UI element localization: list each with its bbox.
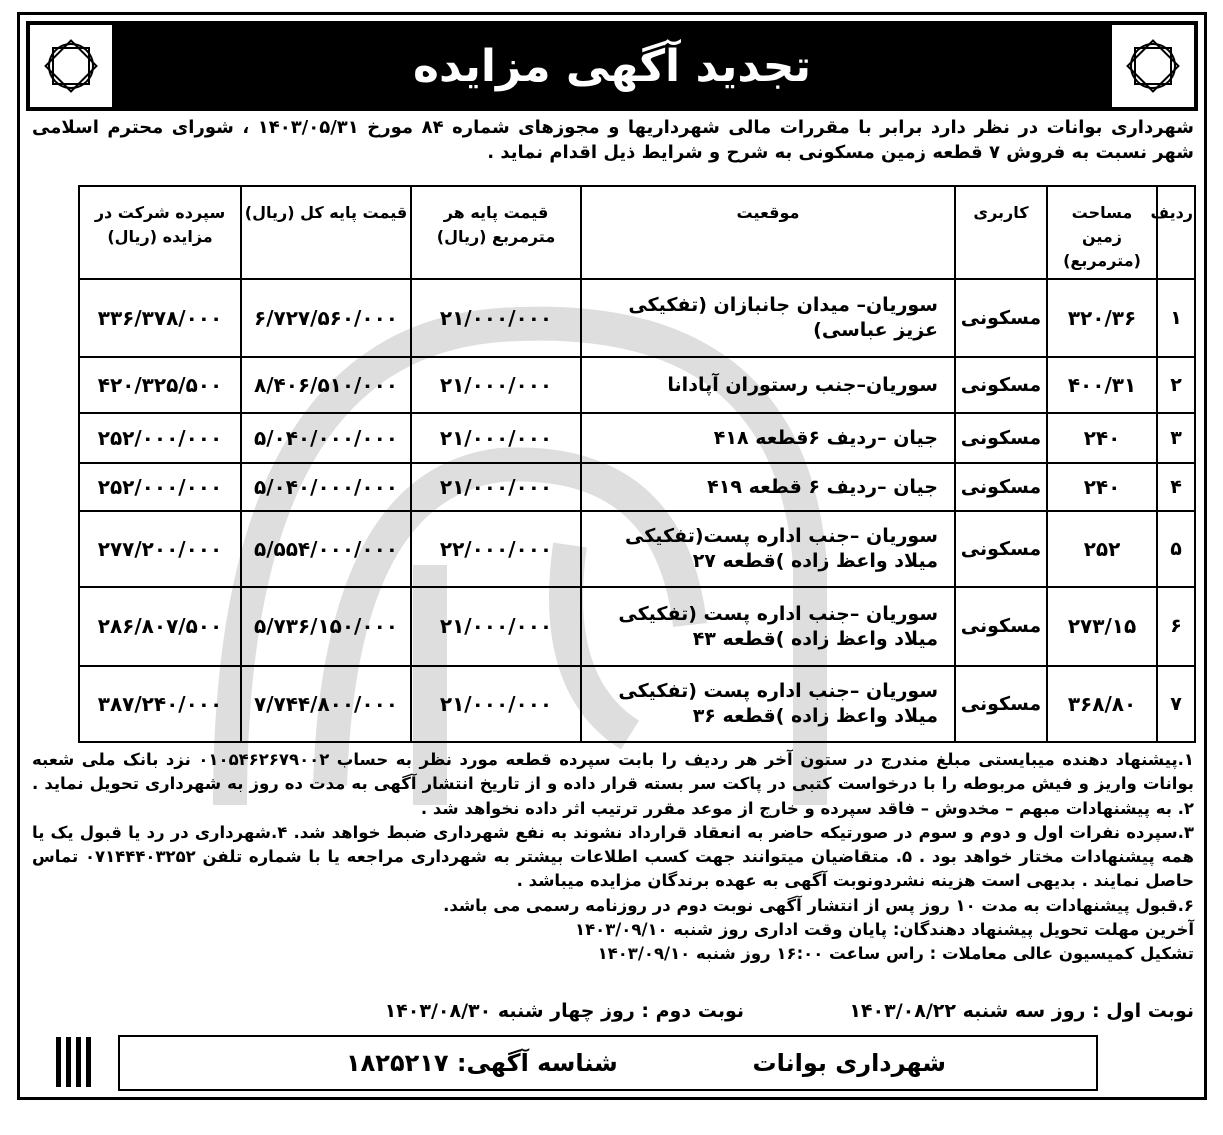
cell-unit-price: ۲۱/۰۰۰/۰۰۰ (411, 413, 581, 463)
cell-usage: مسکونی (955, 587, 1047, 666)
footer-org: شهرداری بوانات (752, 1049, 946, 1077)
header-deposit: سپرده شرکت در مزایده (ریال) (79, 186, 241, 279)
table-row (79, 463, 1195, 511)
second-publish-date: نوبت دوم : روز چهار شنبه ۱۴۰۳/۰۸/۳۰ (384, 1000, 744, 1022)
intro-org: شهرداری بوانات (1046, 117, 1194, 138)
cell-unit-price: ۲۱/۰۰۰/۰۰۰ (411, 587, 581, 666)
footer-box (118, 1035, 1098, 1091)
cell-total-price: ۵/۷۳۶/۱۵۰/۰۰۰ (241, 587, 411, 666)
cell-unit-price: ۲۱/۰۰۰/۰۰۰ (411, 279, 581, 357)
cell-deposit: ۳۸۷/۲۴۰/۰۰۰ (79, 666, 241, 742)
term-paragraph: ۳.سپرده نفرات اول و دوم و سوم در صورتیکه حاضر به انعقاد قرارداد نشوند به نفع شهرداری ضبط خواهد شد. ۴.شهرداری در رد یا قبول یک یا همه پیشنهادات مختار خواهد بود . ۵. متقاضیان میتوانند جهت کسب اطلاعات بیشتر به شهرداری مراجعه یا با شماره تلفن ۰۷۱۴۴۴۰۳۲۵۲ تماس حاصل نمایند . بدیهی است هزینه نشردونوبت آگهی به عهده برندگان مزایده میباشد . (32, 822, 1194, 891)
table-row (79, 413, 1195, 463)
header-total-price: قیمت پایه کل (ریال) (241, 186, 411, 279)
cell-total-price: ۵/۵۵۴/۰۰۰/۰۰۰ (241, 511, 411, 587)
cell-area: ۳۲۰/۳۶ (1047, 279, 1157, 357)
cell-usage: مسکونی (955, 413, 1047, 463)
first-publish-date: نوبت اول : روز سه شنبه ۱۴۰۳/۰۸/۲۲ (849, 1000, 1194, 1022)
cell-deposit: ۲۵۲/۰۰۰/۰۰۰ (79, 413, 241, 463)
cell-usage: مسکونی (955, 666, 1047, 742)
auction-table (78, 185, 1196, 743)
cell-row-number: ۵ (1157, 511, 1195, 587)
barcode-stripes-icon (56, 1037, 98, 1087)
cell-total-price: ۷/۷۴۴/۸۰۰/۰۰۰ (241, 666, 411, 742)
table-row (79, 511, 1195, 587)
cell-row-number: ۶ (1157, 587, 1195, 666)
ad-frame (17, 12, 1207, 1100)
municipality-logo-icon (1112, 25, 1194, 107)
cell-location: جیان –ردیف ۶قطعه ۴۱۸ (581, 413, 955, 463)
cell-usage: مسکونی (955, 511, 1047, 587)
header-row-number: ردیف (1157, 186, 1195, 279)
cell-area: ۲۷۳/۱۵ (1047, 587, 1157, 666)
cell-location: جیان –ردیف ۶ قطعه ۴۱۹ (581, 463, 955, 511)
page-title: تجدید آگهی مزایده (412, 40, 812, 92)
cell-location: سوریان– میدان جانبازان (تفکیکی عزیز عباسی) (581, 279, 955, 357)
header-usage: کاربری (955, 186, 1047, 279)
cell-row-number: ۱ (1157, 279, 1195, 357)
cell-row-number: ۴ (1157, 463, 1195, 511)
cell-deposit: ۲۷۷/۲۰۰/۰۰۰ (79, 511, 241, 587)
cell-unit-price: ۲۱/۰۰۰/۰۰۰ (411, 666, 581, 742)
cell-unit-price: ۲۱/۰۰۰/۰۰۰ (411, 463, 581, 511)
cell-deposit: ۲۵۲/۰۰۰/۰۰۰ (79, 463, 241, 511)
cell-deposit: ۴۲۰/۳۲۵/۵۰۰ (79, 357, 241, 413)
cell-total-price: ۵/۰۴۰/۰۰۰/۰۰۰ (241, 463, 411, 511)
table-row (79, 357, 1195, 413)
table-row (79, 587, 1195, 666)
cell-row-number: ۲ (1157, 357, 1195, 413)
cell-location: سوریان –جنب اداره پست(تفکیکی میلاد واعظ زاده )قطعه ۲۷ (581, 511, 955, 587)
cell-area: ۳۶۸/۸۰ (1047, 666, 1157, 742)
cell-usage: مسکونی (955, 279, 1047, 357)
cell-usage: مسکونی (955, 463, 1047, 511)
term-paragraph: ۱.پیشنهاد دهنده میبایستی مبلغ مندرج در ستون آخر هر ردیف را بابت سپرده قطعه مورد نظر به حساب ۰۱۰۵۴۶۲۶۷۹۰۰۲ نزد بانک ملی شعبه بوانات واریز و فیش مربوطه را با درخواست کتبی در پاکت سر بسته قرار داده و از تاریخ انتشار آگهی به مدت ده روز به شهرداری تحویل نماید . ۲. به پیشنهادات مبهم – مخدوش – فاقد سپرده و خارج از موعد مقرر ترتیب اثر داده نخواهد شد . (32, 750, 1194, 818)
intro-paragraph (32, 115, 1194, 165)
cell-area: ۲۴۰ (1047, 463, 1157, 511)
cell-total-price: ۸/۴۰۶/۵۱۰/۰۰۰ (241, 357, 411, 413)
header-unit-price: قیمت پایه هر مترمربع (ریال) (411, 186, 581, 279)
cell-total-price: ۵/۰۴۰/۰۰۰/۰۰۰ (241, 413, 411, 463)
table-row (79, 279, 1195, 357)
cell-row-number: ۷ (1157, 666, 1195, 742)
cell-location: سوریان –جنب اداره پست (تفکیکی میلاد واعظ زاده )قطعه ۴۳ (581, 587, 955, 666)
cell-unit-price: ۲۱/۰۰۰/۰۰۰ (411, 357, 581, 413)
intro-text: در نظر دارد برابر با مقررات مالی شهرداریها و مجوزهای شماره ۸۴ مورخ ۱۴۰۳/۰۵/۳۱ ، شورای محترم اسلامی شهر نسبت به فروش ۷ قطعه زمین مسکونی به شرح و شرایط ذیل اقدام نماید . (32, 117, 1194, 163)
header-area: مساحت زمین (مترمربع) (1047, 186, 1157, 279)
cell-row-number: ۳ (1157, 413, 1195, 463)
municipality-logo-icon (30, 25, 112, 107)
term-paragraph: تشکیل کمیسیون عالی معاملات : راس ساعت ۱۶:۰۰ روز شنبه ۱۴۰۳/۰۹/۱۰ (597, 944, 1194, 964)
cell-total-price: ۶/۷۲۷/۵۶۰/۰۰۰ (241, 279, 411, 357)
ad-code: شناسه آگهی: ۱۸۲۵۲۱۷ (346, 1049, 618, 1077)
cell-location: سوریان –جنب اداره پست (تفکیکی میلاد واعظ زاده )قطعه ۳۶ (581, 666, 955, 742)
cell-area: ۲۵۲ (1047, 511, 1157, 587)
cell-location: سوریان–جنب رستوران آپادانا (581, 357, 955, 413)
terms-section (32, 748, 1194, 967)
header-banner (26, 21, 1198, 111)
cell-deposit: ۳۳۶/۳۷۸/۰۰۰ (79, 279, 241, 357)
cell-area: ۴۰۰/۳۱ (1047, 357, 1157, 413)
term-paragraph: آخرین مهلت تحویل پیشنهاد دهندگان: پایان وقت اداری روز شنبه ۱۴۰۳/۰۹/۱۰ (575, 920, 1194, 940)
publish-dates (32, 1000, 1194, 1030)
table-row (79, 666, 1195, 742)
header-location: موقعیت (581, 186, 955, 279)
cell-usage: مسکونی (955, 357, 1047, 413)
table-header-row (79, 186, 1195, 279)
cell-deposit: ۲۸۶/۸۰۷/۵۰۰ (79, 587, 241, 666)
cell-area: ۲۴۰ (1047, 413, 1157, 463)
cell-unit-price: ۲۲/۰۰۰/۰۰۰ (411, 511, 581, 587)
term-paragraph: ۶.قبول پیشنهادات به مدت ۱۰ روز پس از انتشار آگهی نوبت دوم در روزنامه رسمی می باشد. (443, 895, 1194, 915)
